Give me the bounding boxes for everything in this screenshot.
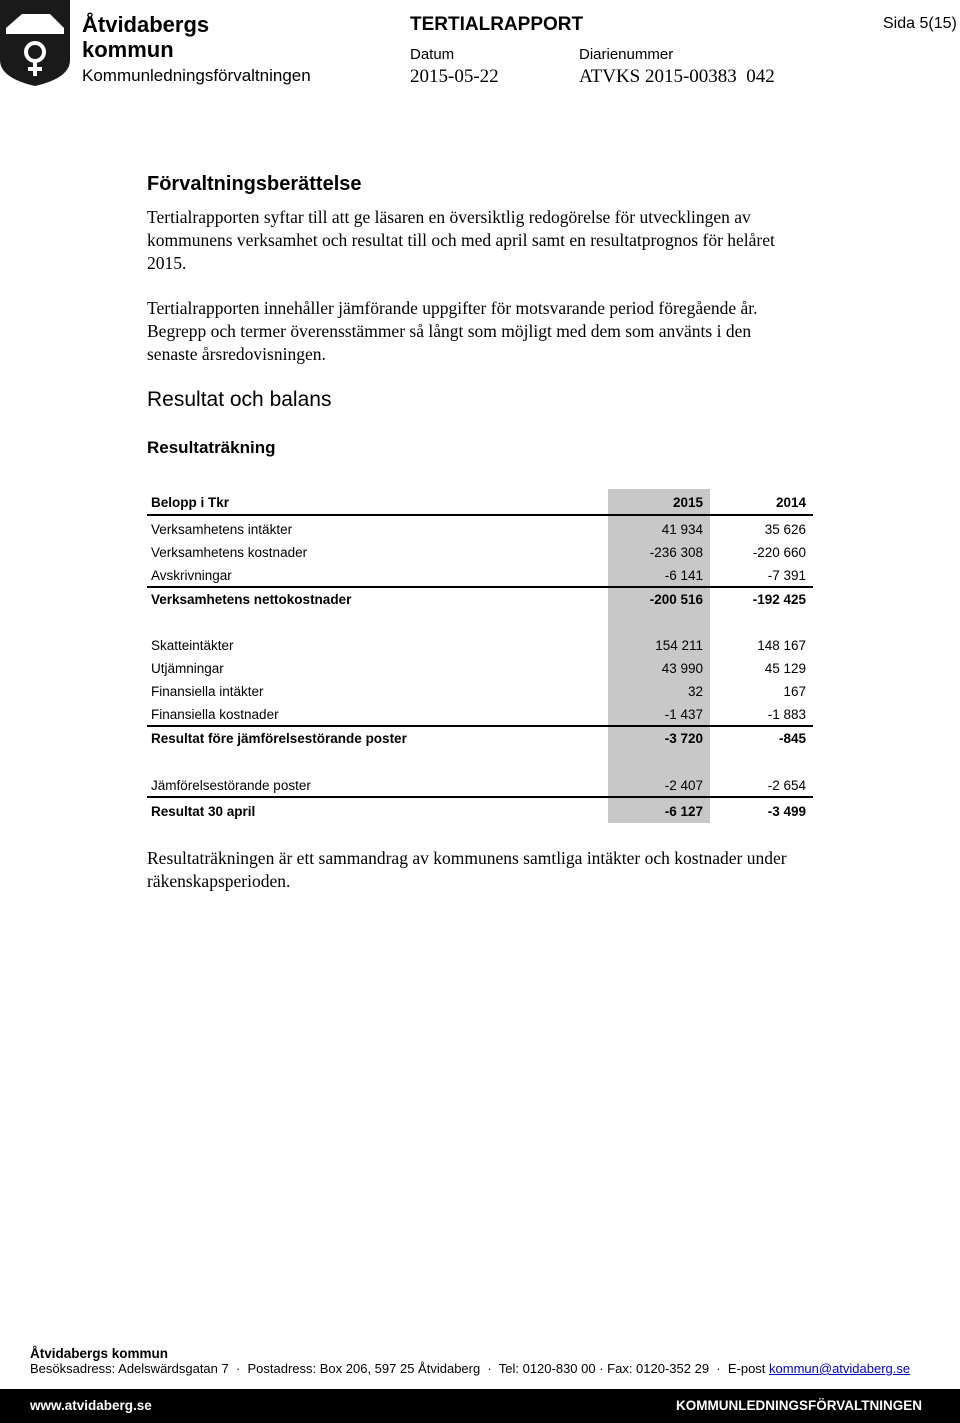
row-value-2014: -1 883 — [767, 707, 806, 722]
table-header-label: Belopp i Tkr — [151, 495, 230, 510]
footer-email-link[interactable]: kommun@atvidaberg.se — [769, 1361, 911, 1376]
row-value-2015: 154 211 — [655, 638, 703, 653]
table-row — [147, 680, 813, 703]
row-value-2015: -200 516 — [649, 592, 703, 607]
table-header-rule — [147, 514, 813, 516]
row-value-2014: -845 — [778, 731, 806, 746]
row-label: Resultat före jämförelsestörande poster — [151, 731, 407, 746]
section-heading: Resultat och balans — [147, 388, 332, 411]
row-value-2015: -3 720 — [664, 731, 703, 746]
date-label: Datum — [410, 46, 455, 63]
table-row — [147, 657, 813, 680]
row-label: Verksamhetens intäkter — [151, 522, 293, 537]
table-row — [147, 634, 813, 657]
page-title: Förvaltningsberättelse — [147, 173, 362, 195]
row-value-2014: 167 — [783, 684, 806, 699]
row-label: Resultat 30 april — [151, 804, 256, 819]
table-row — [147, 518, 813, 541]
row-value-2015: -1 437 — [664, 707, 703, 722]
table-row — [147, 541, 813, 564]
table-row — [147, 727, 813, 750]
footer-website-link[interactable]: www.atvidaberg.se — [30, 1398, 152, 1413]
row-value-2015: -2 407 — [664, 778, 703, 793]
comparison-paragraph: Tertialrapporten innehåller jämförande uppgifter för motsvarande period föregående år. Begrepp och termer överensstämmer så långt som möjligt med dem som använts i den senaste årsredovisningen. — [147, 298, 758, 364]
document-type: TERTIALRAPPORT — [410, 14, 584, 35]
row-label: Jämförelsestörande poster — [151, 778, 311, 793]
row-value-2014: 45 129 — [764, 661, 806, 676]
row-label: Avskrivningar — [151, 568, 232, 583]
row-value-2014: 35 626 — [764, 522, 806, 537]
reference-value: ATVKS 2015-00383 042 — [579, 66, 775, 87]
row-value-2015: 41 934 — [661, 522, 703, 537]
org-name-line2: kommun — [82, 37, 174, 62]
reference-label: Diarienummer — [579, 46, 674, 63]
row-label: Finansiella kostnader — [151, 707, 279, 722]
row-value-2015: 43 990 — [661, 661, 703, 676]
table-row — [147, 774, 813, 797]
row-label: Verksamhetens nettokostnader — [151, 592, 352, 607]
row-label: Utjämningar — [151, 661, 224, 676]
footer-address — [30, 1361, 910, 1376]
table-row — [147, 564, 813, 587]
row-value-2014: 148 167 — [757, 638, 806, 653]
footer-org: Åtvidabergs kommun — [30, 1346, 169, 1361]
row-value-2014: -7 391 — [767, 568, 806, 583]
intro-paragraph: Tertialrapporten syftar till att ge läsaren en översiktlig redogörelse för utvecklingen av kommunens verksamhet och resultat till och med april samt en resultatprognos för helåret 2015. — [147, 207, 775, 273]
row-label: Finansiella intäkter — [151, 684, 264, 699]
date-value: 2015-05-22 — [410, 66, 499, 87]
table-row — [147, 800, 813, 823]
row-value-2015: -6 141 — [664, 568, 703, 583]
page-number: Sida 5(15) — [883, 15, 957, 32]
table-header-2014: 2014 — [775, 495, 806, 510]
row-value-2014: -192 425 — [752, 592, 806, 607]
footer-department: KOMMUNLEDNINGSFÖRVALTNINGEN — [676, 1398, 922, 1413]
footer-address-text: Besöksadress: Adelswärdsgatan 7 · Postadress: Box 206, 597 25 Åtvidaberg · Tel: 0120-830 00 · Fax: 0120-352 29 · E-post — [30, 1361, 770, 1376]
table-row — [147, 588, 813, 611]
row-value-2015: -236 308 — [649, 545, 703, 560]
total-rule — [147, 796, 813, 798]
org-department: Kommunledningsförvaltningen — [82, 66, 311, 85]
row-label: Verksamhetens kostnader — [151, 545, 308, 560]
table-header-row — [147, 491, 813, 514]
row-label: Skatteintäkter — [151, 638, 234, 653]
table-header-2015: 2015 — [672, 495, 703, 510]
coat-of-arms-icon — [0, 0, 70, 86]
row-value-2014: -3 499 — [767, 804, 806, 819]
row-value-2015: 32 — [687, 684, 703, 699]
closing-paragraph: Resultaträkningen är ett sammandrag av kommunens samtliga intäkter och kostnader under räkenskapsperioden. — [147, 848, 787, 891]
row-value-2014: -2 654 — [767, 778, 806, 793]
table-heading: Resultaträkning — [147, 438, 276, 457]
org-name-line1: Åtvidabergs — [82, 12, 210, 37]
table-row — [147, 703, 813, 726]
row-value-2014: -220 660 — [752, 545, 806, 560]
row-value-2015: -6 127 — [664, 804, 703, 819]
